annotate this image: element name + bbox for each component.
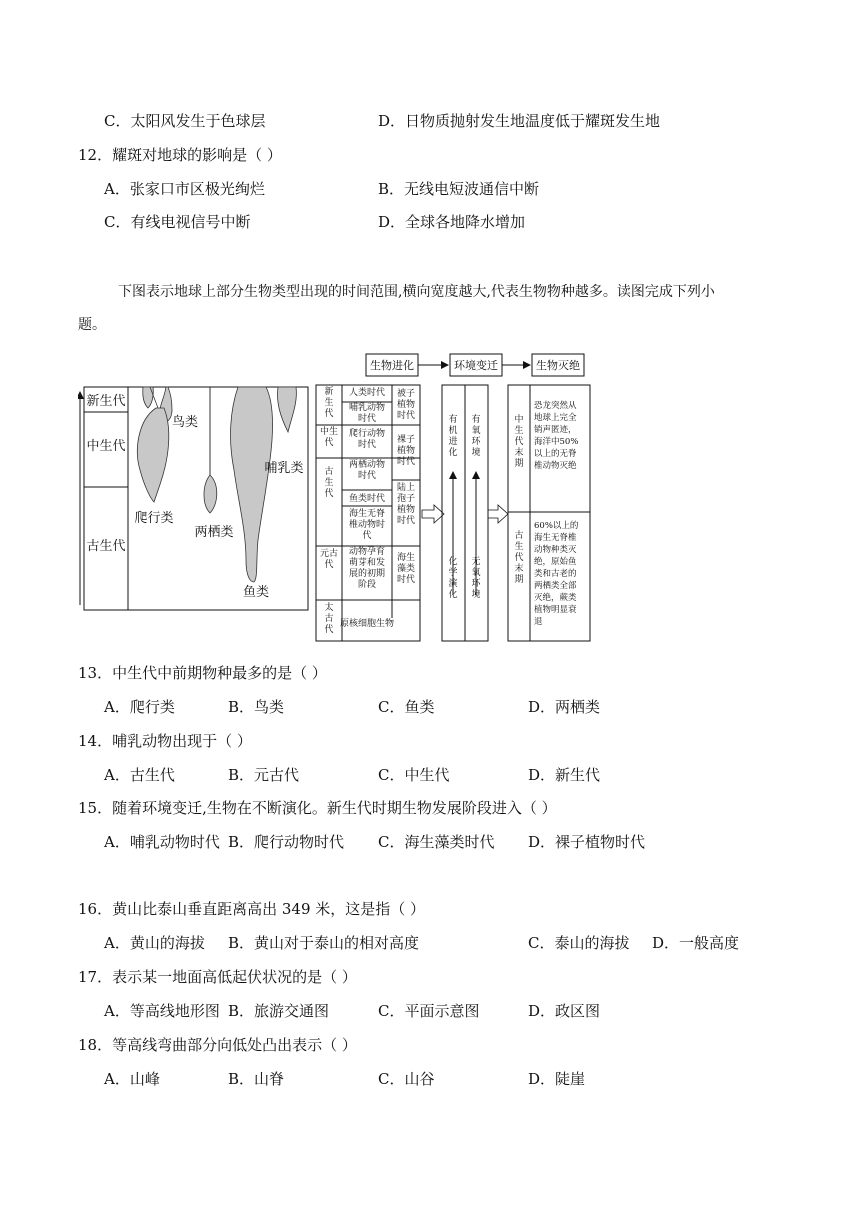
- q16-option-c: C．泰山的海拔: [528, 934, 630, 952]
- q12-option-d: D．全球各地降水增加: [378, 213, 526, 231]
- q14-stem: 14．哺乳动物出现于（ ）: [78, 732, 252, 750]
- intro-line-1: 下图表示地球上部分生物类型出现的时间范围,横向宽度越大,代表生物物种越多。读图完成下列小: [118, 284, 715, 300]
- evo-upper: 有机进化: [448, 415, 458, 458]
- ext-period-lower: 古生代末期: [514, 531, 524, 585]
- q17-option-a: A．等高线地形图: [104, 1002, 220, 1020]
- label-birds: 鸟类: [171, 415, 199, 430]
- animal-cell: 哺乳动物时代: [348, 403, 386, 424]
- evo-lower: 化学演化: [448, 557, 458, 600]
- label-amphibians: 两栖类: [194, 525, 234, 540]
- q17-stem: 17．表示某一地面高低起伏状况的是（ ）: [78, 968, 357, 986]
- animal-column: [340, 386, 394, 629]
- plant-cell: 陆上孢子植物时代: [396, 483, 416, 526]
- q15-option-a: A．哺乳动物时代: [104, 833, 220, 851]
- era-column: [320, 385, 338, 635]
- fish-shape: [231, 387, 273, 582]
- extinction-column: [514, 400, 578, 627]
- plant-cell: 裸子植物时代: [396, 435, 416, 467]
- q12-option-c: C．有线电视信号中断: [104, 213, 251, 231]
- q13-option-d: D．两栖类: [528, 698, 601, 716]
- q17-option-c: C．平面示意图: [378, 1002, 480, 1020]
- animal-cell: 鱼类时代: [348, 494, 386, 504]
- q12-option-b: B．无线电短波通信中断: [378, 180, 540, 198]
- animal-cell: 原核细胞生物: [339, 619, 395, 629]
- label-reptiles: 爬行类: [134, 511, 174, 526]
- q14-option-a: A．古生代: [104, 766, 175, 784]
- era-cell: 中生代: [319, 427, 339, 448]
- plant-column: [397, 387, 415, 585]
- flow-box-extinction: 生物灭绝: [536, 359, 580, 372]
- era-label-paleozoic: 古生代: [86, 539, 126, 554]
- q14-option-c: C．中生代: [378, 766, 450, 784]
- q12-stem: 12．耀斑对地球的影响是（ ）: [78, 146, 282, 164]
- q15-option-c: C．海生藻类时代: [378, 833, 495, 851]
- q11-option-d: D．日物质抛射发生地温度低于耀斑发生地: [378, 112, 661, 130]
- ext-text-lower: 60%以上的海生无脊椎动物种类灭绝，原始鱼类和古老的两栖类全部灭绝，蕨类植物明显衰退: [534, 521, 579, 627]
- biology-evolution-figure: [78, 350, 598, 650]
- era-label-cenozoic: 新生代: [86, 394, 126, 409]
- label-mammals: 哺乳类: [264, 461, 304, 476]
- q13-option-a: A．爬行类: [104, 698, 175, 716]
- q16-stem: 16．黄山比泰山垂直距离高出 349 米，这是指（ ）: [78, 900, 426, 918]
- q18-stem: 18．等高线弯曲部分向低处凸出表示（ ）: [78, 1036, 357, 1054]
- q16-option-b: B．黄山对于泰山的相对高度: [228, 934, 420, 952]
- q12-option-a: A．张家口市区极光绚烂: [104, 180, 265, 198]
- label-fish: 鱼类: [242, 585, 270, 600]
- q17-option-d: D．政区图: [528, 1002, 601, 1020]
- amphibian-shape: [204, 475, 217, 513]
- plant-cell: 海生藻类时代: [396, 553, 416, 585]
- animal-cell: 海生无脊椎动物时代: [348, 509, 386, 541]
- q15-option-b: B．爬行动物时代: [228, 833, 345, 851]
- q18-option-c: C．山谷: [378, 1070, 435, 1088]
- mammal-shape: [277, 387, 296, 432]
- plant-cell: 被子植物时代: [396, 389, 416, 421]
- intro-line-2: 题。: [78, 317, 106, 333]
- flow-box-evolution: 生物进化: [370, 359, 414, 372]
- era-label-mesozoic: 中生代: [86, 439, 126, 454]
- era-cell: 古生代: [324, 467, 334, 499]
- q11-option-c: C．太阳风发生于色球层: [104, 112, 266, 130]
- q15-option-d: D．裸子植物时代: [528, 833, 646, 851]
- era-cell: 太古代: [324, 603, 334, 635]
- animal-cell: 动物孕育萌芽和发展的初期阶段: [348, 547, 386, 590]
- env-upper: 有氧环境: [471, 415, 481, 458]
- reptile-shape: [137, 408, 168, 502]
- q14-option-d: D．新生代: [528, 766, 601, 784]
- q16-option-d: D．一般高度: [652, 934, 740, 952]
- q13-option-b: B．鸟类: [228, 698, 285, 716]
- q17-option-b: B．旅游交通图: [228, 1002, 330, 1020]
- q13-stem: 13．中生代中前期物种最多的是（ ）: [78, 664, 327, 682]
- era-cell: 新生代: [324, 387, 334, 419]
- ext-text-upper: 恐龙突然从地球上完全销声匿迹，海洋中50%以上的无脊椎动物灭绝: [534, 401, 579, 471]
- animal-cell: 人类时代: [348, 388, 386, 398]
- era-cell: 元古代: [319, 549, 339, 570]
- q18-option-b: B．山脊: [228, 1070, 285, 1088]
- q18-option-a: A．山峰: [104, 1070, 160, 1088]
- flow-box-environment: 环境变迁: [454, 359, 498, 372]
- q13-option-c: C．鱼类: [378, 698, 435, 716]
- q14-option-b: B．元古代: [228, 766, 300, 784]
- q16-option-a: A．黄山的海拔: [104, 934, 205, 952]
- ext-period-upper: 中生代末期: [514, 415, 524, 469]
- q18-option-d: D．陡崖: [528, 1070, 586, 1088]
- env-lower: 无氧环境: [471, 557, 481, 600]
- animal-cell: 爬行动物时代: [348, 429, 386, 450]
- animal-cell: 两栖动物时代: [348, 460, 386, 481]
- q15-stem: 15．随着环境变迁,生物在不断演化。新生代时期生物发展阶段进入（ ）: [78, 799, 557, 817]
